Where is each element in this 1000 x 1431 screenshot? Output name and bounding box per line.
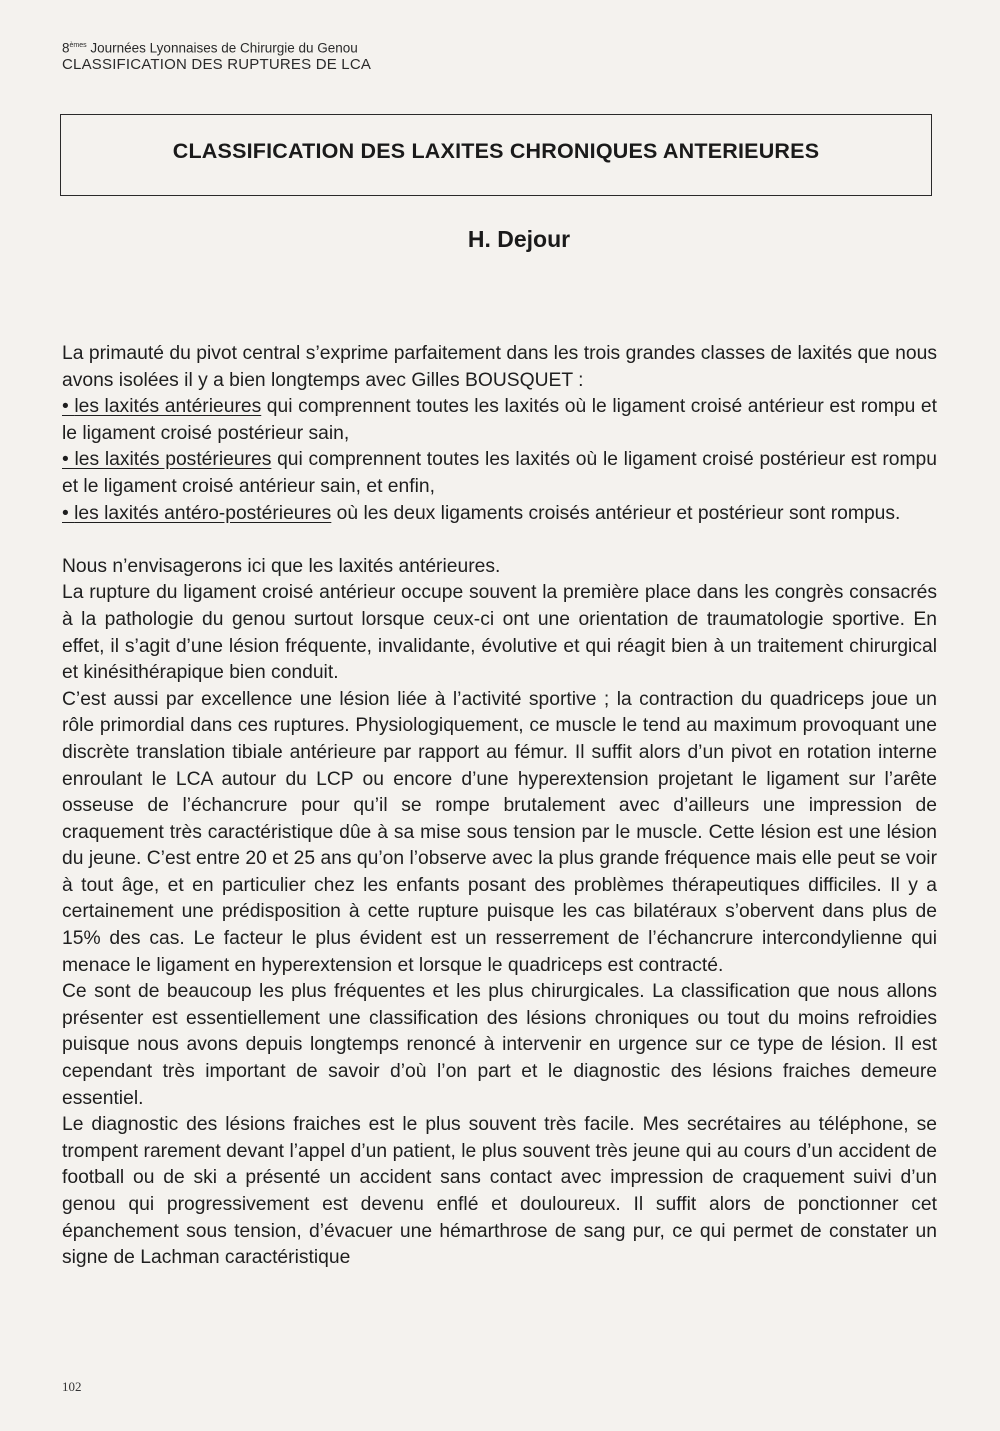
- paragraph-gap: [62, 527, 937, 554]
- class-item-anterior: [62, 394, 937, 447]
- conference-suffix: èmes: [69, 42, 87, 49]
- class-description: qui comprennent toutes les laxités où le ligament croisé antérieur est rompu et le ligament croisé postérieur sain,: [62, 396, 938, 444]
- conference-number: 8: [62, 40, 70, 56]
- author: H. Dejour: [467, 226, 571, 252]
- conference-title: Journées Lyonnaises de Chirurgie du Genou: [86, 40, 358, 56]
- class-item-antero-posterior: [62, 501, 937, 528]
- running-head: [62, 38, 371, 73]
- class-term: les laxités postérieures: [74, 449, 272, 471]
- bullet: •: [62, 396, 75, 418]
- class-item-posterior: [62, 447, 937, 500]
- article-body: [62, 341, 937, 1272]
- class-term: les laxités antérieures: [74, 396, 262, 418]
- paragraph: C’est aussi par excellence une lésion liée à l’activité sportive ; la contraction du quadriceps joue un rôle primordial dans ces ruptures. Physiologiquement, ce muscle le tend au maximum provoquant une discrète translation tibiale antérieure par rapport au fémur. Il suffit alors d’un pivot en rotation interne enroulant le LCA autour du LCP ou encore d’une hyperextension projetant le ligament sur l’arête osseuse de l’échancrure pour qu’il se rompe brutalement avec d’ailleurs une impression de craquement très caractéristique dûe à sa mise sous tension par le muscle. Cette lésion est une lésion du jeune. C’est entre 20 et 25 ans qu’on l’observe avec la plus grande fréquence mais elle peut se voir à tout âge, et en particulier chez les enfants posant des problèmes thérapeutiques difficiles. Il y a certainement une prédisposition à cette rupture puisque les cas bilatéraux s’obervent dans plus de 15% des cas. Le facteur le plus évident est un resserrement de l’échancrure intercondylienne qui menace le ligament en hyperextension et lorsque le quadriceps est contracté.: [62, 688, 937, 976]
- paragraph: Ce sont de beaucoup les plus fréquentes et les plus chirurgicales. La classification que nous allons présenter est essentiellement une classification des lésions chroniques ou tout du moins refroidies puisque nous avons depuis longtemps renoncé à intervenir en urgence sur ce type de lésion. Il est cependant très important de savoir d’où l’on part et le diagnostic des lésions fraiches demeure essentiel.: [62, 981, 937, 1109]
- bullet: •: [62, 449, 75, 471]
- intro-paragraph: La primauté du pivot central s’exprime parfaitement dans les trois grandes classes de laxités que nous avons isolées il y a bien longtemps avec Gilles BOUSQUET :: [62, 343, 937, 391]
- section-title: CLASSIFICATION DES RUPTURES DE LCA: [62, 55, 372, 73]
- class-description: où les deux ligaments croisés antérieur et postérieur sont rompus.: [331, 502, 901, 524]
- title-box: [60, 114, 932, 196]
- class-description: qui comprennent toutes les laxités où le ligament croisé postérieur est rompu et le ligament croisé antérieur sain, et enfin,: [62, 449, 938, 497]
- paragraph: Nous n’envisagerons ici que les laxités antérieures.: [62, 555, 501, 577]
- paragraph: La rupture du ligament croisé antérieur occupe souvent la première place dans les congrès consacrés à la pathologie du genou surtout lorsque ceux-ci ont une orientation de traumatologie sportive. En effet, il s’agit d’une lésion fréquente, invalidante, évolutive et qui réagit bien à un traitement chirurgical et kinésithérapique bien conduit.: [62, 582, 937, 684]
- page-number: 102: [62, 1379, 82, 1394]
- bullet: •: [62, 502, 75, 524]
- conference-line: [62, 38, 371, 57]
- class-term: les laxités antéro-postérieures: [74, 502, 332, 524]
- paragraph: Le diagnostic des lésions fraiches est le plus souvent très facile. Mes secrétaires au téléphone, se trompent rarement devant l’appel d’un patient, le plus souvent très jeune qui au cours d’un accident de football ou de ski a présenté un accident sans contact avec impression de craquement suivi d’un genou qui progressivement est devenu enflé et douloureux. Il suffit alors de ponctionner cet épanchement sous tension, d’évacuer une hémarthrose de sang pur, ce qui permet de constater un signe de Lachman caractéristique: [62, 1114, 937, 1269]
- article-title: CLASSIFICATION DES LAXITES CHRONIQUES ANTERIEURES: [172, 138, 820, 163]
